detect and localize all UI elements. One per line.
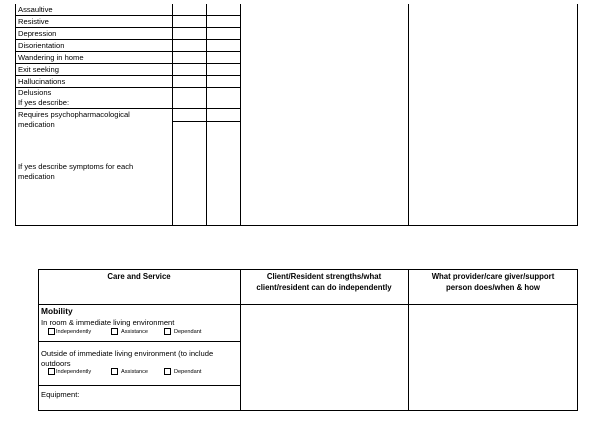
row-divider bbox=[38, 385, 240, 386]
table-border-left bbox=[38, 269, 39, 410]
column-divider bbox=[408, 269, 409, 410]
row-label-disorientation: Disorientation bbox=[18, 41, 65, 50]
in-room-dependant-checkbox[interactable] bbox=[164, 328, 171, 335]
in-room-independently-checkbox[interactable] bbox=[48, 328, 55, 335]
table-border-right bbox=[577, 269, 578, 410]
row-divider bbox=[38, 341, 240, 342]
outside-independently-checkbox[interactable] bbox=[48, 368, 55, 375]
delusions-note: If yes describe: bbox=[18, 98, 70, 107]
header-strengths-cont: client/resident can do independently bbox=[256, 283, 392, 292]
table-border-top bbox=[38, 269, 578, 270]
in-room-assistance-label: Assistance bbox=[121, 329, 149, 335]
row-label-hallucinations: Hallucinations bbox=[18, 77, 66, 86]
in-room-dependant-label: Dependant bbox=[174, 329, 202, 335]
header-provider-cont: person does/when & how bbox=[445, 283, 540, 292]
row-label-exit-seeking: Exit seeking bbox=[18, 65, 59, 74]
outside-dependant-checkbox[interactable] bbox=[164, 368, 171, 375]
header-provider: What provider/care giver/support bbox=[431, 272, 555, 281]
row-divider bbox=[15, 39, 240, 40]
table-border-right bbox=[577, 4, 578, 225]
column-divider bbox=[408, 4, 409, 225]
outside-assistance-checkbox[interactable] bbox=[111, 368, 118, 375]
outside-independently-label: Independently bbox=[56, 369, 92, 375]
row-label-depression: Depression bbox=[18, 29, 57, 38]
column-divider bbox=[240, 269, 241, 410]
table-border-bottom bbox=[38, 410, 578, 411]
row-divider bbox=[15, 15, 240, 16]
outside-dependant-label: Dependant bbox=[174, 369, 202, 375]
row-divider bbox=[172, 121, 240, 122]
symptoms-label-cont: medication bbox=[18, 172, 55, 181]
symptoms-label: If yes describe symptoms for each bbox=[18, 162, 134, 171]
table-border-left bbox=[15, 4, 16, 225]
outside-label: Outside of immediate living environment (to include bbox=[41, 349, 214, 358]
row-divider bbox=[15, 63, 240, 64]
header-strengths: Client/Resident strengths/what bbox=[266, 272, 382, 281]
column-divider bbox=[206, 4, 207, 225]
outside-assistance-label: Assistance bbox=[121, 369, 149, 375]
row-label-delusions: Delusions bbox=[18, 88, 52, 97]
mobility-title: Mobility bbox=[41, 306, 73, 316]
column-divider bbox=[172, 4, 173, 225]
header-care-and-service: Care and Service bbox=[107, 272, 171, 281]
row-divider bbox=[15, 51, 240, 52]
row-divider bbox=[15, 27, 240, 28]
row-label-resistive: Resistive bbox=[18, 17, 49, 26]
in-room-assistance-checkbox[interactable] bbox=[111, 328, 118, 335]
header-divider bbox=[38, 304, 578, 305]
equipment-label: Equipment: bbox=[41, 390, 80, 399]
table-border-bottom bbox=[15, 225, 578, 226]
column-divider bbox=[240, 4, 241, 225]
psych-medication-label: Requires psychopharmacological bbox=[18, 110, 130, 119]
in-room-label: In room & immediate living environment bbox=[41, 318, 175, 327]
row-label-wandering: Wandering in home bbox=[18, 53, 84, 62]
outside-label-cont: outdoors bbox=[41, 359, 71, 368]
row-divider bbox=[15, 75, 240, 76]
row-divider bbox=[15, 108, 240, 109]
in-room-independently-label: Independently bbox=[56, 329, 92, 335]
psych-medication-label-cont: medication bbox=[18, 120, 55, 129]
row-label-assaultive: Assaultive bbox=[18, 5, 53, 14]
